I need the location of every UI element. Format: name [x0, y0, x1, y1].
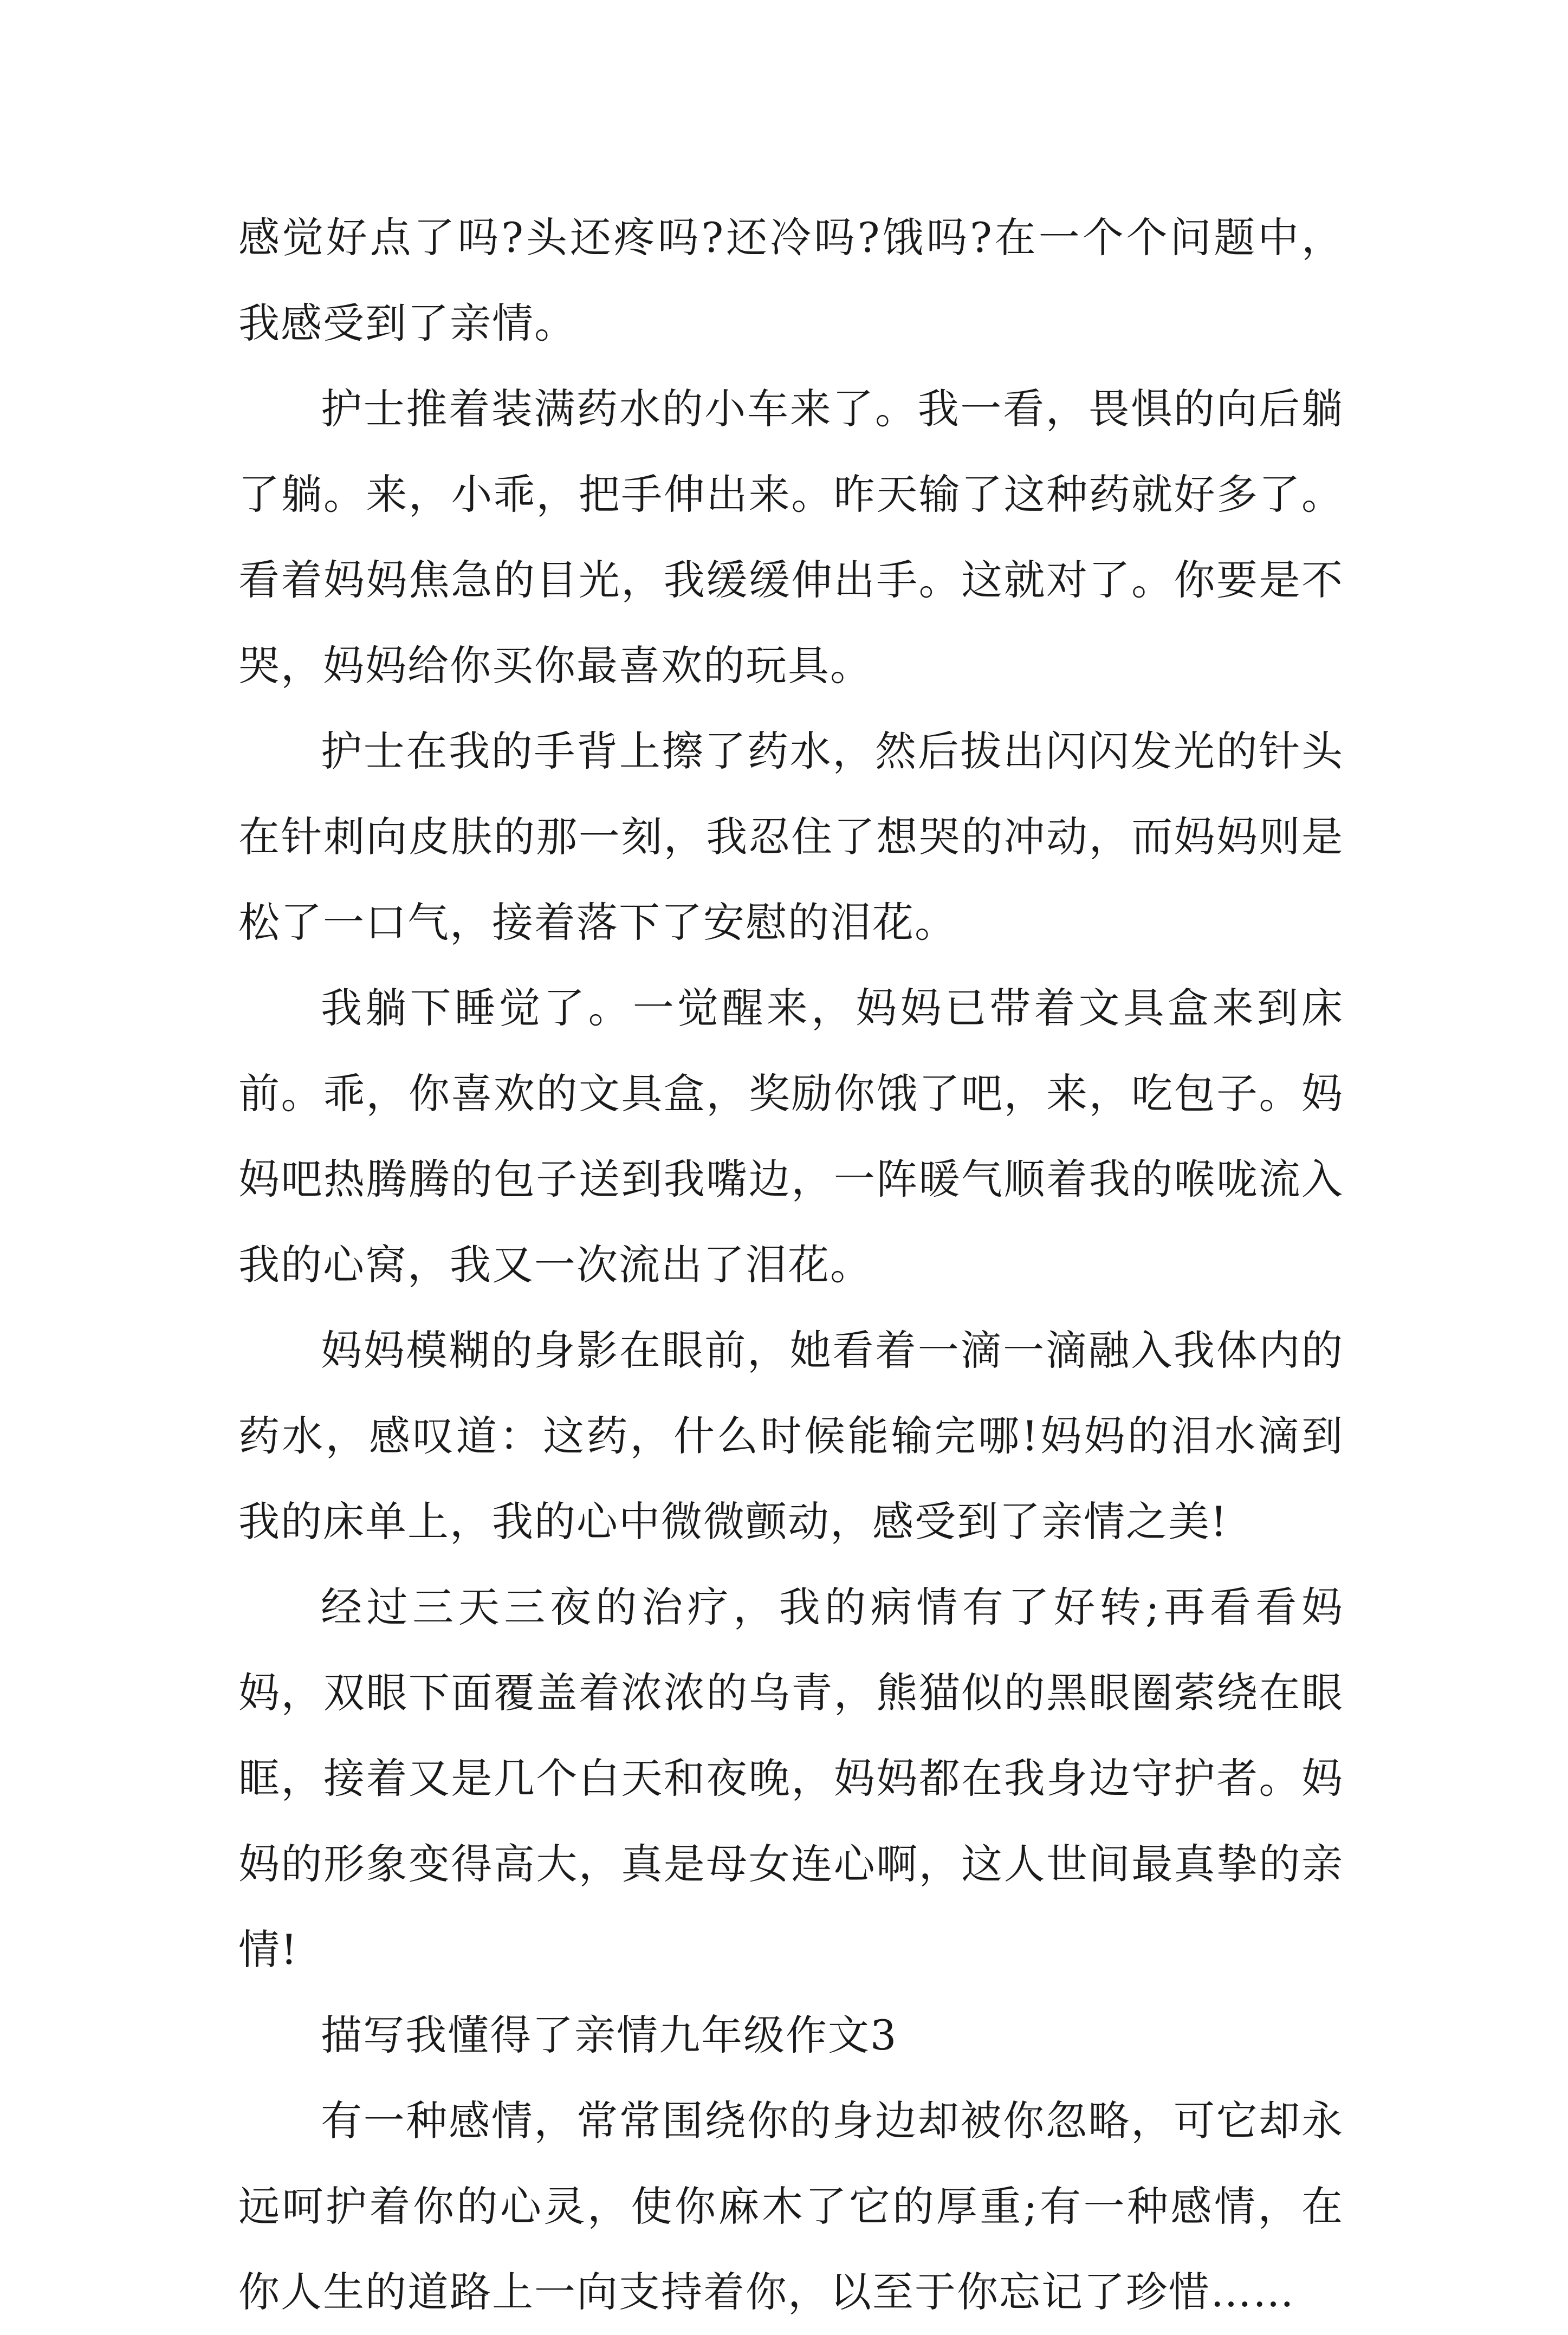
paragraph-7: 有一种感情，常常围绕你的身边却被你忽略，可它却永远呵护着你的心灵，使你麻木了它的厚重;有一种感情，在你人生的道路上一向支持着你，以至于你忘记了珍惜…… — [238, 2097, 1344, 2316]
paragraph-2: 护士推着装满药水的小车来了。我一看，畏惧的向后躺了躺。来，小乖，把手伸出来。昨天输了这种药就好多了。看着妈妈焦急的目光，我缓缓伸出手。这就对了。你要是不哭，妈妈给你买你最喜欢的玩具。 — [238, 385, 1344, 690]
paragraph-6: 经过三天三夜的治疗，我的病情有了好转;再看看妈妈，双眼下面覆盖着浓浓的乌青，熊猫似的黑眼圈萦绕在眼眶，接着又是几个白天和夜晚，妈妈都在我身边守护者。妈妈的形象变得高大，真是母女连心啊，这人世间最真挚的亲情! — [238, 1583, 1344, 1974]
document-body — [238, 195, 1344, 2335]
paragraph-1: 感觉好点了吗?头还疼吗?还冷吗?饿吗?在一个个问题中，我感受到了亲情。 — [238, 213, 1344, 347]
paragraph-5: 妈妈模糊的身影在眼前，她看着一滴一滴融入我体内的药水，感叹道：这药，什么时候能输完哪!妈妈的泪水滴到我的床单上，我的心中微微颤动，感受到了亲情之美! — [238, 1326, 1344, 1546]
paragraph-4: 我躺下睡觉了。一觉醒来，妈妈已带着文具盒来到床前。乖，你喜欢的文具盒，奖励你饿了吧，来，吃包子。妈妈吧热腾腾的包子送到我嘴边，一阵暖气顺着我的喉咙流入我的心窝，我又一次流出了泪花。 — [238, 984, 1344, 1289]
paragraph-3: 护士在我的手背上擦了药水，然后拔出闪闪发光的针头在针刺向皮肤的那一刻，我忍住了想哭的冲动，而妈妈则是松了一口气，接着落下了安慰的泪花。 — [238, 727, 1344, 946]
section-heading: 描写我懂得了亲情九年级作文3 — [321, 2011, 898, 2059]
